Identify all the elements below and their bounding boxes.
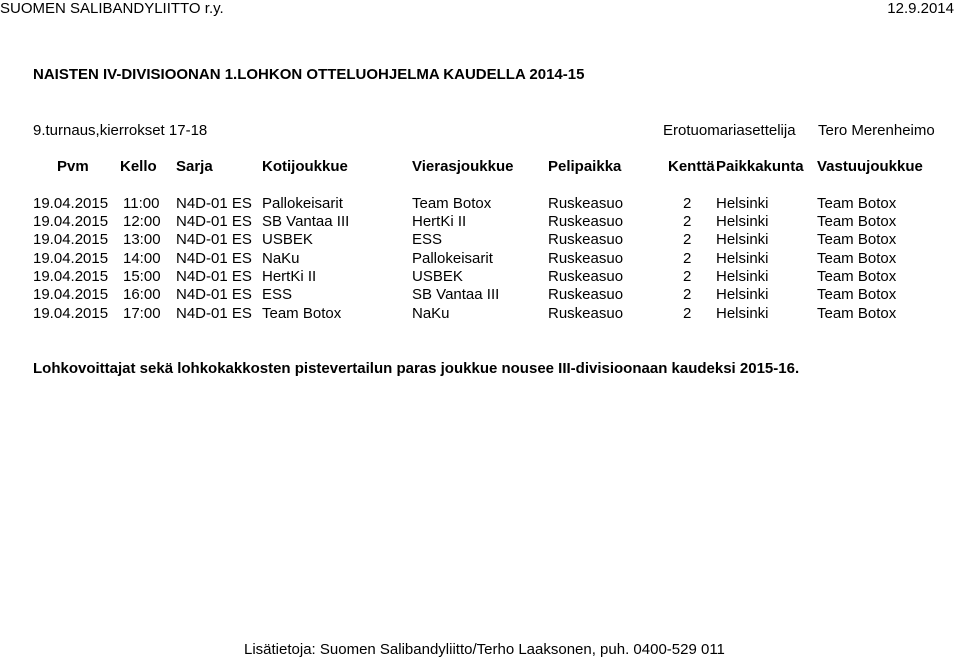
header-pelipaikka: Pelipaikka — [548, 158, 622, 175]
cell-kello: 16:00 — [123, 286, 161, 303]
cell-kello: 11:00 — [123, 195, 160, 212]
cell-vastuu: Team Botox — [817, 231, 897, 248]
table-row — [0, 268, 960, 286]
document-date: 12.9.2014 — [887, 0, 954, 17]
cell-kentta: 2 — [683, 231, 692, 248]
cell-vieras: NaKu — [412, 305, 450, 322]
cell-kentta: 2 — [683, 213, 692, 230]
cell-koti: USBEK — [262, 231, 313, 248]
round-info: 9.turnaus,kierrokset 17-18 — [33, 122, 208, 139]
cell-kello: 13:00 — [123, 231, 161, 248]
footer-contact-info: Lisätietoja: Suomen Salibandyliitto/Terho Laaksonen, puh. 0400-529 011 — [244, 641, 725, 658]
organization-name: SUOMEN SALIBANDYLIITTO r.y. — [0, 0, 224, 17]
cell-paikkakunta: Helsinki — [716, 286, 769, 303]
cell-kentta: 2 — [683, 268, 692, 285]
cell-pvm: 19.04.2015 — [33, 231, 109, 248]
cell-kello: 17:00 — [123, 305, 161, 322]
header-vierasjoukkue: Vierasjoukkue — [412, 158, 514, 175]
cell-pelipaikka: Ruskeasuo — [548, 305, 624, 322]
table-row — [0, 286, 960, 304]
cell-pvm: 19.04.2015 — [33, 250, 109, 267]
cell-paikkakunta: Helsinki — [716, 231, 769, 248]
cell-paikkakunta: Helsinki — [716, 250, 769, 267]
cell-paikkakunta: Helsinki — [716, 213, 769, 230]
referee-coordinator-label: Erotuomariasettelija — [663, 122, 796, 139]
header-kello: Kello — [120, 158, 157, 175]
cell-kentta: 2 — [683, 305, 692, 322]
cell-koti: Team Botox — [262, 305, 342, 322]
header-sarja: Sarja — [176, 158, 213, 175]
cell-sarja: N4D-01 ES — [176, 286, 252, 303]
cell-pvm: 19.04.2015 — [33, 286, 109, 303]
header-vastuujoukkue: Vastuujoukkue — [817, 158, 923, 175]
cell-pelipaikka: Ruskeasuo — [548, 250, 624, 267]
cell-vieras: ESS — [412, 231, 443, 248]
cell-pelipaikka: Ruskeasuo — [548, 195, 624, 212]
cell-sarja: N4D-01 ES — [176, 195, 252, 212]
cell-vieras: Team Botox — [412, 195, 492, 212]
cell-vieras: USBEK — [412, 268, 463, 285]
cell-koti: HertKi II — [262, 268, 317, 285]
cell-vastuu: Team Botox — [817, 305, 897, 322]
cell-vastuu: Team Botox — [817, 268, 897, 285]
cell-kello: 12:00 — [123, 213, 161, 230]
cell-sarja: N4D-01 ES — [176, 213, 252, 230]
cell-kello: 14:00 — [123, 250, 161, 267]
cell-paikkakunta: Helsinki — [716, 195, 769, 212]
promotion-note: Lohkovoittajat sekä lohkokakkosten pistevertailun paras joukkue nousee III-divisioonaan kaudeksi 2015-16. — [33, 360, 800, 377]
cell-sarja: N4D-01 ES — [176, 268, 252, 285]
document-title: NAISTEN IV-DIVISIOONAN 1.LOHKON OTTELUOHJELMA KAUDELLA 2014-15 — [33, 66, 585, 83]
referee-coordinator-name: Tero Merenheimo — [818, 122, 935, 139]
cell-vastuu: Team Botox — [817, 250, 897, 267]
cell-pvm: 19.04.2015 — [33, 305, 109, 322]
table-row — [0, 231, 960, 249]
cell-koti: ESS — [262, 286, 293, 303]
cell-kentta: 2 — [683, 286, 692, 303]
header-paikkakunta: Paikkakunta — [716, 158, 804, 175]
header-pvm: Pvm — [57, 158, 89, 175]
cell-pelipaikka: Ruskeasuo — [548, 268, 624, 285]
cell-sarja: N4D-01 ES — [176, 231, 252, 248]
cell-kentta: 2 — [683, 195, 692, 212]
cell-kello: 15:00 — [123, 268, 161, 285]
cell-vieras: SB Vantaa III — [412, 286, 500, 303]
cell-paikkakunta: Helsinki — [716, 305, 769, 322]
cell-pelipaikka: Ruskeasuo — [548, 231, 624, 248]
header-kentta: Kenttä — [668, 158, 715, 175]
cell-vieras: Pallokeisarit — [412, 250, 493, 267]
cell-pvm: 19.04.2015 — [33, 268, 109, 285]
header-kotijoukkue: Kotijoukkue — [262, 158, 348, 175]
cell-vastuu: Team Botox — [817, 195, 897, 212]
table-row — [0, 305, 960, 323]
table-row — [0, 195, 960, 213]
cell-sarja: N4D-01 ES — [176, 305, 252, 322]
cell-koti: NaKu — [262, 250, 300, 267]
cell-pvm: 19.04.2015 — [33, 213, 109, 230]
table-row — [0, 213, 960, 231]
cell-paikkakunta: Helsinki — [716, 268, 769, 285]
cell-sarja: N4D-01 ES — [176, 250, 252, 267]
cell-pelipaikka: Ruskeasuo — [548, 213, 624, 230]
cell-kentta: 2 — [683, 250, 692, 267]
cell-vastuu: Team Botox — [817, 213, 897, 230]
cell-pelipaikka: Ruskeasuo — [548, 286, 624, 303]
cell-vieras: HertKi II — [412, 213, 467, 230]
cell-koti: SB Vantaa III — [262, 213, 350, 230]
cell-vastuu: Team Botox — [817, 286, 897, 303]
cell-pvm: 19.04.2015 — [33, 195, 109, 212]
table-row — [0, 250, 960, 268]
cell-koti: Pallokeisarit — [262, 195, 343, 212]
